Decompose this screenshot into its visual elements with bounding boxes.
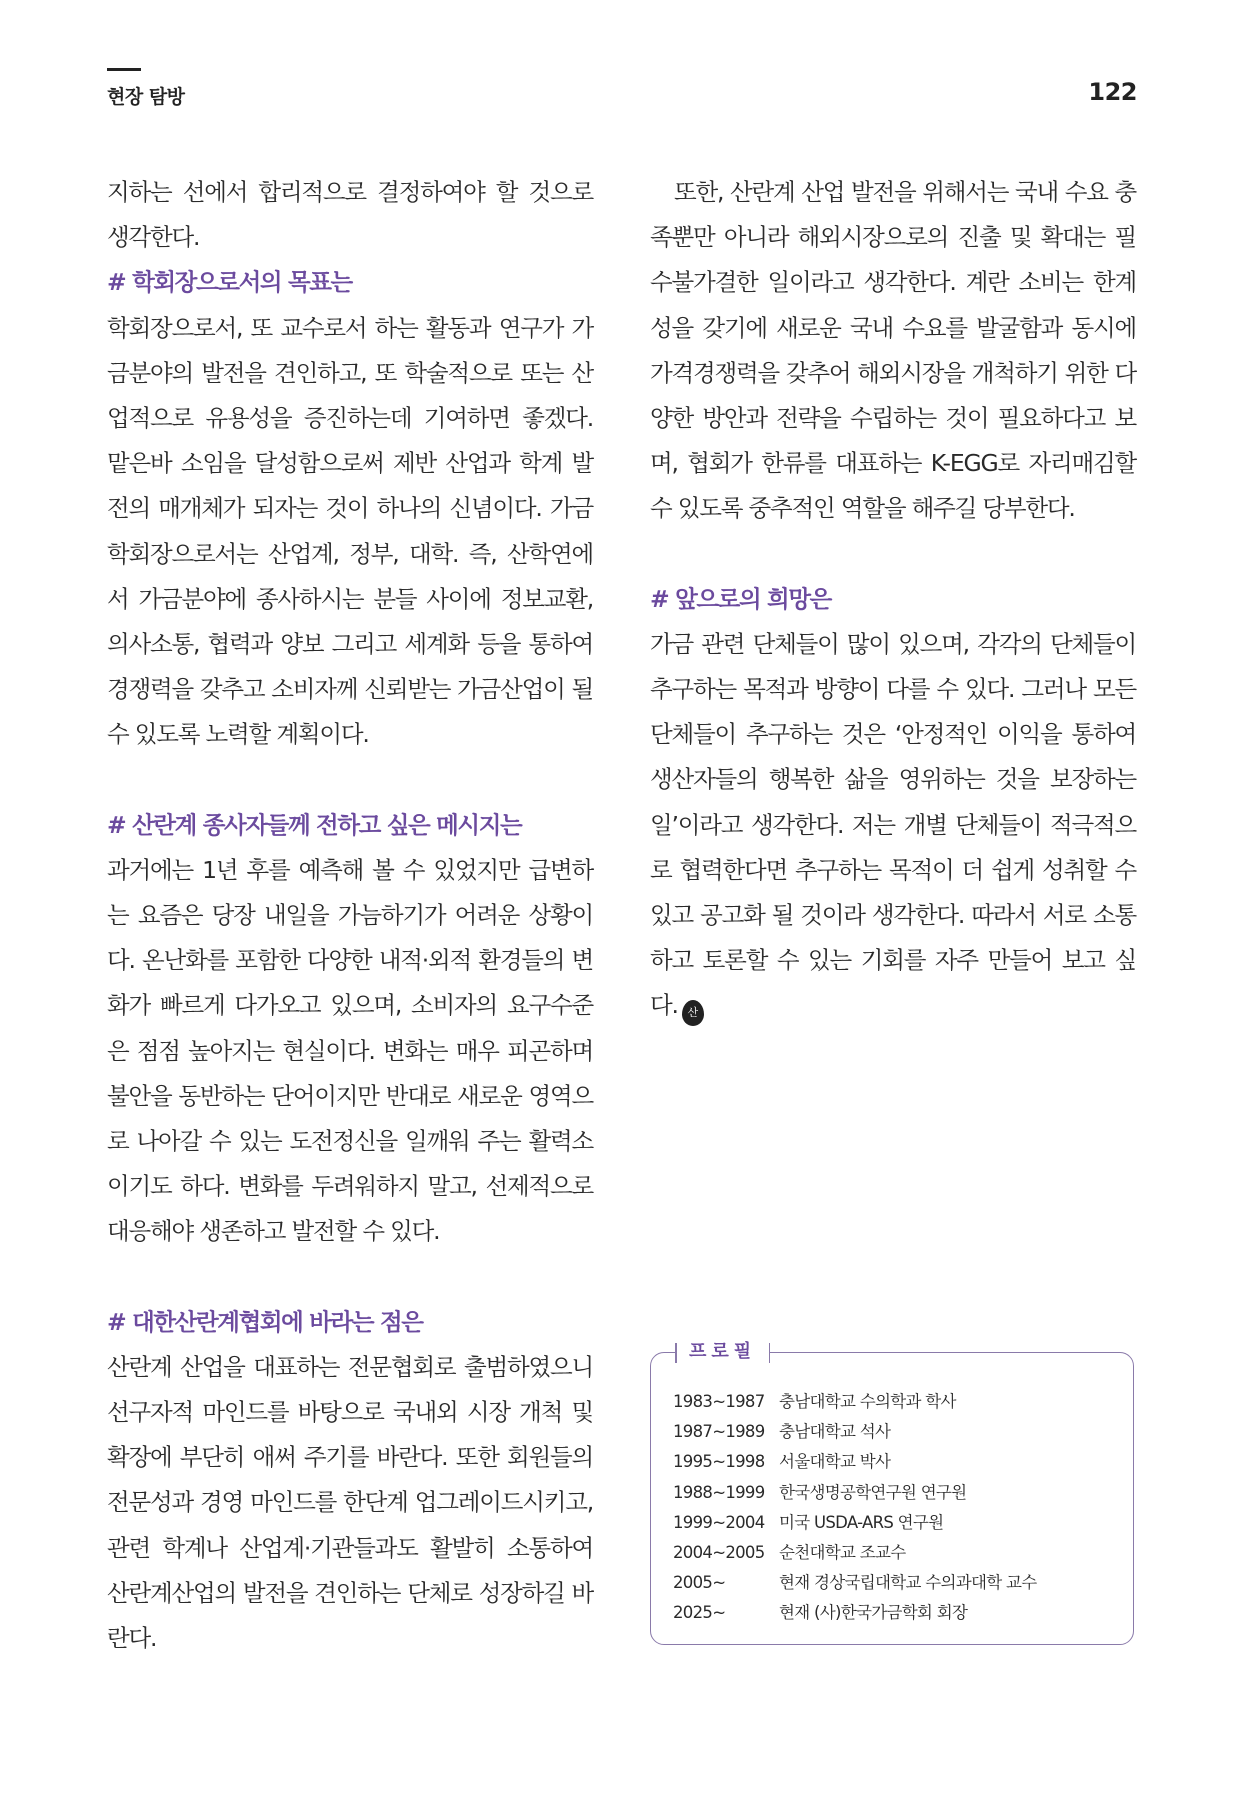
- paragraph-hopes-for-association: 산란계 산업을 대표하는 전문협회로 출범하였으니 선구자적 마인드를 바탕으로 국내외 시장 개척 및 확장에 부단히 애써 주기를 바란다. 또한 회원들의 전문성과 경영 마인드를 한단계 업그레이드시키고, 관련 학계나 산업계·기관들과도 활발히 소통하여 산란계산업의 발전을 견인하는 단체로 성장하길 바란다.: [107, 1352, 593, 1653]
- profile-row: [673, 1478, 1036, 1508]
- profile-row: [673, 1417, 1036, 1447]
- end-mark-icon: 산: [682, 1000, 704, 1026]
- right-column: [650, 170, 1136, 1029]
- profile-desc: 충남대학교 석사: [779, 1422, 891, 1442]
- profile-period: 1988~1999: [673, 1482, 765, 1502]
- paragraph-continuation: 지하는 선에서 합리적으로 결정하여야 할 것으로 생각한다.: [107, 178, 593, 252]
- profile-period: 1995~1998: [673, 1452, 765, 1472]
- profile-period: 1987~1989: [673, 1422, 765, 1442]
- paragraph-industry-development: 또한, 산란계 산업 발전을 위해서는 국내 수요 충족뿐만 아니라 해외시장으로의 진출 및 확대는 필수불가결한 일이라고 생각한다. 계란 소비는 한계성을 갖기에 새로운 국내 수요를 발굴함과 동시에 가격경쟁력을 갖추어 해외시장을 개척하기 위한 다양한 방안과 전략을 수립하는 것이 필요하다고 보며, 협회가 한류를 대표하는 K-EGG로 자리매김할 수 있도록 중추적인 역할을 해주길 당부한다.: [650, 178, 1136, 523]
- paragraph-gap: [650, 532, 1136, 577]
- profile-desc: 서울대학교 박사: [779, 1452, 891, 1472]
- profile-period: 2025~: [673, 1603, 726, 1623]
- profile-desc: 충남대학교 수의학과 학사: [779, 1392, 956, 1411]
- profile-period: 2005~: [673, 1573, 726, 1593]
- profile-list: [673, 1387, 1036, 1629]
- page-header: [107, 68, 1137, 128]
- profile-row: [673, 1538, 1036, 1568]
- profile-row: [673, 1387, 1036, 1417]
- profile-desc: 현재 (사)한국가금학회 회장: [779, 1603, 968, 1623]
- header-rule: [107, 68, 141, 71]
- profile-desc: 현재 경상국립대학교 수의과대학 교수: [779, 1573, 1037, 1593]
- paragraph-future-hopes: [650, 622, 1136, 1029]
- paragraph-president-goals: 학회장으로서, 또 교수로서 하는 활동과 연구가 가금분야의 발전을 견인하고, 또 학술적으로 또는 산업적으로 유용성을 증진하는데 기여하면 좋겠다. 맡은바 소임을 달성함으로써 제반 산업과 학계 발전의 매개체가 되자는 것이 하나의 신념이다. 가금학회장으로서는 산업계, 정부, 대학. 즉, 산학연에서 가금분야에 종사하시는 분들 사이에 정보교환, 의사소통, 협력과 양보 그리고 세계화 등을 통하여 경쟁력을 갖추고 소비자께 신뢰받는 가금산업이 될 수 있도록 노력할 계획이다.: [107, 313, 593, 749]
- profile-desc: 한국생명공학연구원 연구원: [779, 1482, 967, 1502]
- profile-desc: 순천대학교 조교수: [779, 1543, 906, 1563]
- profile-box: [650, 1341, 1134, 1645]
- heading-hopes-for-association: # 대한산란계협회에 바라는 점은: [107, 1307, 423, 1336]
- future-hopes-text: 가금 관련 단체들이 많이 있으며, 각각의 단체들이 추구하는 목적과 방향이 다를 수 있다. 그러나 모든 단체들이 추구하는 것은 ‘안정적인 이익을 통하여 생산자들의 행복한 삶을 영위하는 것을 보장하는 일’이라고 생각한다. 저는 개별 단체들이 적극적으로 협력한다면 추구하는 목적이 더 쉽게 성취할 수 있고 공고화 될 것이라 생각한다. 따라서 서로 소통하고 토론할 수 있는 기회를 자주 만들어 보고 싶다.: [650, 629, 1136, 1020]
- left-column: [107, 170, 593, 1661]
- section-label: 현장 탐방: [107, 86, 185, 108]
- profile-title-wrap: [675, 1337, 770, 1367]
- profile-period: 1999~2004: [673, 1512, 765, 1532]
- profile-period: 2004~2005: [673, 1543, 765, 1563]
- heading-future-hopes: # 앞으로의 희망은: [650, 584, 831, 613]
- page-number: 122: [1088, 78, 1137, 106]
- paragraph-message-to-workers: 과거에는 1년 후를 예측해 볼 수 있었지만 급변하는 요즘은 당장 내일을 가늠하기가 어려운 상황이다. 온난화를 포함한 다양한 내적·외적 환경들의 변화가 빠르게 다가오고 있으며, 소비자의 요구수준은 점점 높아지는 현실이다. 변화는 매우 피곤하며 불안을 동반하는 단어이지만 반대로 새로운 영역으로 나아갈 수 있는 도전정신을 일깨워 주는 활력소이기도 하다. 변화를 두려워하지 말고, 선제적으로 대응해야 생존하고 발전할 수 있다.: [107, 855, 593, 1246]
- profile-row: [673, 1508, 1036, 1538]
- paragraph-gap: [107, 758, 593, 803]
- profile-desc: 미국 USDA-ARS 연구원: [779, 1512, 944, 1532]
- paragraph-gap: [107, 1255, 593, 1300]
- heading-president-goals: # 학회장으로서의 목표는: [107, 268, 352, 297]
- profile-row: [673, 1568, 1036, 1598]
- heading-message-to-workers: # 산란계 종사자들께 전하고 싶은 메시지는: [107, 810, 522, 839]
- profile-row: [673, 1598, 1036, 1628]
- profile-title: 프로필: [689, 1341, 757, 1362]
- profile-period: 1983~1987: [673, 1392, 765, 1411]
- profile-row: [673, 1447, 1036, 1477]
